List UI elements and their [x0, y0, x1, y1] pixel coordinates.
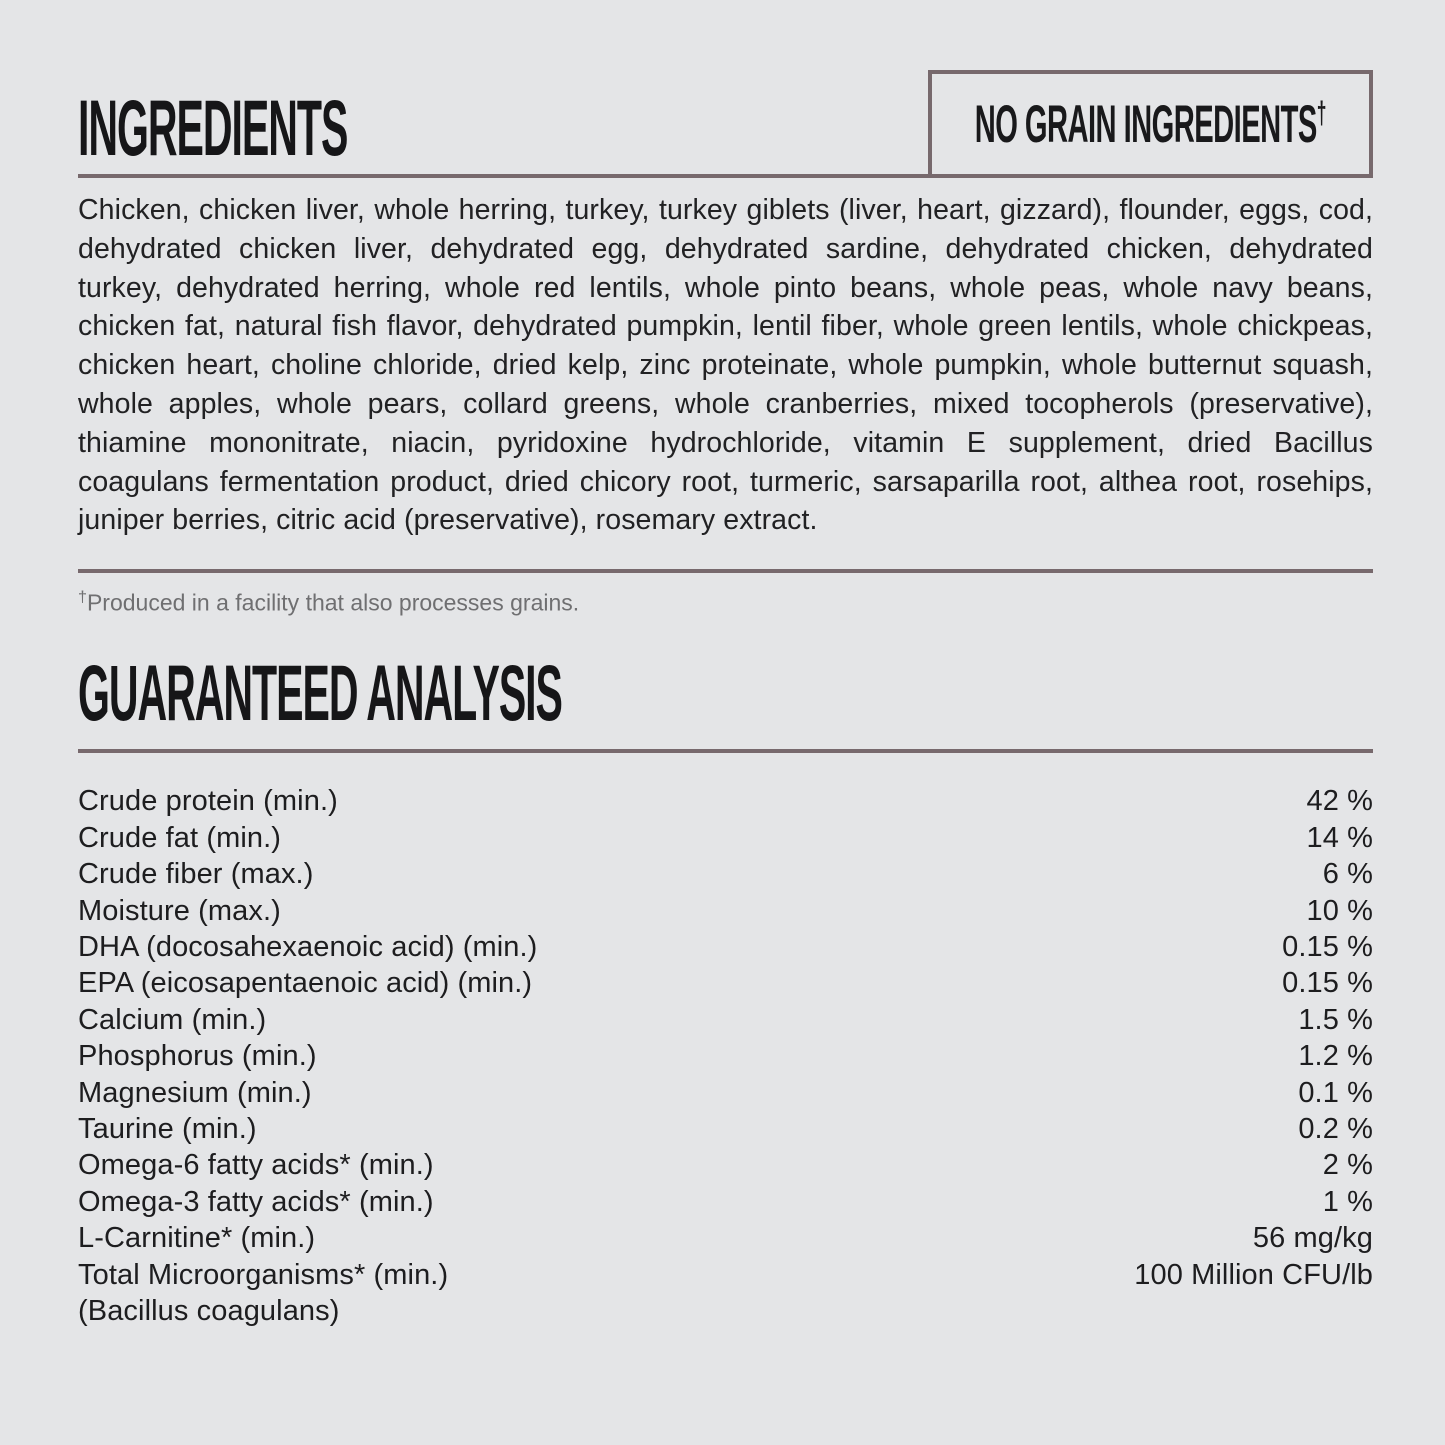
analysis-row-value: 1.2 %	[1298, 1040, 1373, 1073]
grain-footnote	[78, 582, 1373, 618]
analysis-row	[78, 820, 1373, 856]
analysis-row-value: 6 %	[1322, 858, 1373, 891]
analysis-row	[78, 1293, 1373, 1329]
analysis-row-label: Crude protein (min.)	[78, 785, 338, 818]
analysis-row-label: Crude fiber (max.)	[78, 858, 314, 891]
ingredients-header	[78, 0, 1373, 178]
analysis-row	[78, 1184, 1373, 1220]
analysis-row-label: L-Carnitine* (min.)	[78, 1222, 316, 1255]
ingredients-text: Chicken, chicken liver, whole herring, turkey, turkey giblets (liver, heart, gizzard), flounder, eggs, cod, dehydrated chicken liver, dehydrated egg, dehydrated sardine, dehydrated chicken, dehydrated turkey, dehydrated herring, whole red lentils, whole pinto beans, whole peas, whole navy beans, chicken fat, natural fish flavor, dehydrated pumpkin, lentil fiber, whole green lentils, whole chickpeas, chicken heart, choline chloride, dried kelp, zinc proteinate, whole pumpkin, whole butternut squash, whole apples, whole pears, collard greens, whole cranberries, mixed tocopherols (preservative), thiamine mononitrate, niacin, pyridoxine hydrochloride, vitamin E supplement, dried Bacillus coagulans fermentation product, dried chicory root, turmeric, sarsaparilla root, althea root, rosehips, juniper berries, citric acid (preservative), rosemary extract.	[78, 194, 1373, 537]
analysis-row	[78, 1257, 1373, 1293]
analysis-row-label: Total Microorganisms* (min.)	[78, 1258, 449, 1291]
analysis-row-value: 100 Million CFU/lb	[1134, 1258, 1373, 1291]
analysis-row-label: Calcium (min.)	[78, 1003, 267, 1036]
analysis-row	[78, 783, 1373, 819]
analysis-row-label: (Bacillus coagulans)	[78, 1295, 340, 1328]
analysis-row	[78, 965, 1373, 1001]
analysis-row-value: 0.1 %	[1298, 1076, 1373, 1109]
analysis-row	[78, 1220, 1373, 1256]
ingredients-divider	[78, 569, 1373, 573]
no-grain-badge	[928, 70, 1373, 174]
analysis-row-value: 0.15 %	[1282, 967, 1373, 1000]
guaranteed-analysis-heading: GUARANTEED ANALYSIS	[78, 648, 562, 738]
analysis-row-value: 0.2 %	[1298, 1112, 1373, 1145]
analysis-row-label: Magnesium (min.)	[78, 1076, 312, 1109]
analysis-row	[78, 893, 1373, 929]
analysis-row-value: 14 %	[1306, 821, 1373, 854]
analysis-row-value: 42 %	[1306, 785, 1373, 818]
analysis-row-value: 10 %	[1306, 894, 1373, 927]
analysis-row	[78, 1147, 1373, 1183]
analysis-row-value: 56 mg/kg	[1252, 1222, 1373, 1255]
analysis-row-label: Taurine (min.)	[78, 1112, 257, 1145]
footnote-dagger: †	[78, 587, 87, 606]
analysis-row-label: Phosphorus (min.)	[78, 1040, 317, 1073]
analysis-row	[78, 1111, 1373, 1147]
footnote-text: Produced in a facility that also processes grains.	[86, 589, 580, 616]
guaranteed-analysis-table	[78, 783, 1373, 1329]
analysis-row-label: Crude fat (min.)	[78, 821, 282, 854]
analysis-row-value: 1 %	[1322, 1185, 1373, 1218]
analysis-row	[78, 1038, 1373, 1074]
analysis-row-label: DHA (docosahexaenoic acid) (min.)	[78, 930, 538, 963]
ingredients-heading: INGREDIENTS	[78, 83, 348, 172]
analysis-row-label: Omega-3 fatty acids* (min.)	[78, 1185, 434, 1218]
guaranteed-analysis-header	[78, 648, 1373, 753]
analysis-row-value: 0.15 %	[1282, 930, 1373, 963]
analysis-row-label: Moisture (max.)	[78, 894, 281, 927]
analysis-row-value: 1.5 %	[1298, 1003, 1373, 1036]
no-grain-badge-text	[975, 94, 1326, 155]
no-grain-badge-dagger: †	[1316, 93, 1327, 130]
analysis-row	[78, 1002, 1373, 1038]
analysis-row-value: 2 %	[1322, 1149, 1373, 1182]
no-grain-badge-label: NO GRAIN INGREDIENTS	[974, 94, 1317, 154]
analysis-row	[78, 1075, 1373, 1111]
analysis-row-label: Omega-6 fatty acids* (min.)	[78, 1149, 434, 1182]
analysis-row-label: EPA (eicosapentaenoic acid) (min.)	[78, 967, 533, 1000]
analysis-row	[78, 856, 1373, 892]
analysis-row	[78, 929, 1373, 965]
